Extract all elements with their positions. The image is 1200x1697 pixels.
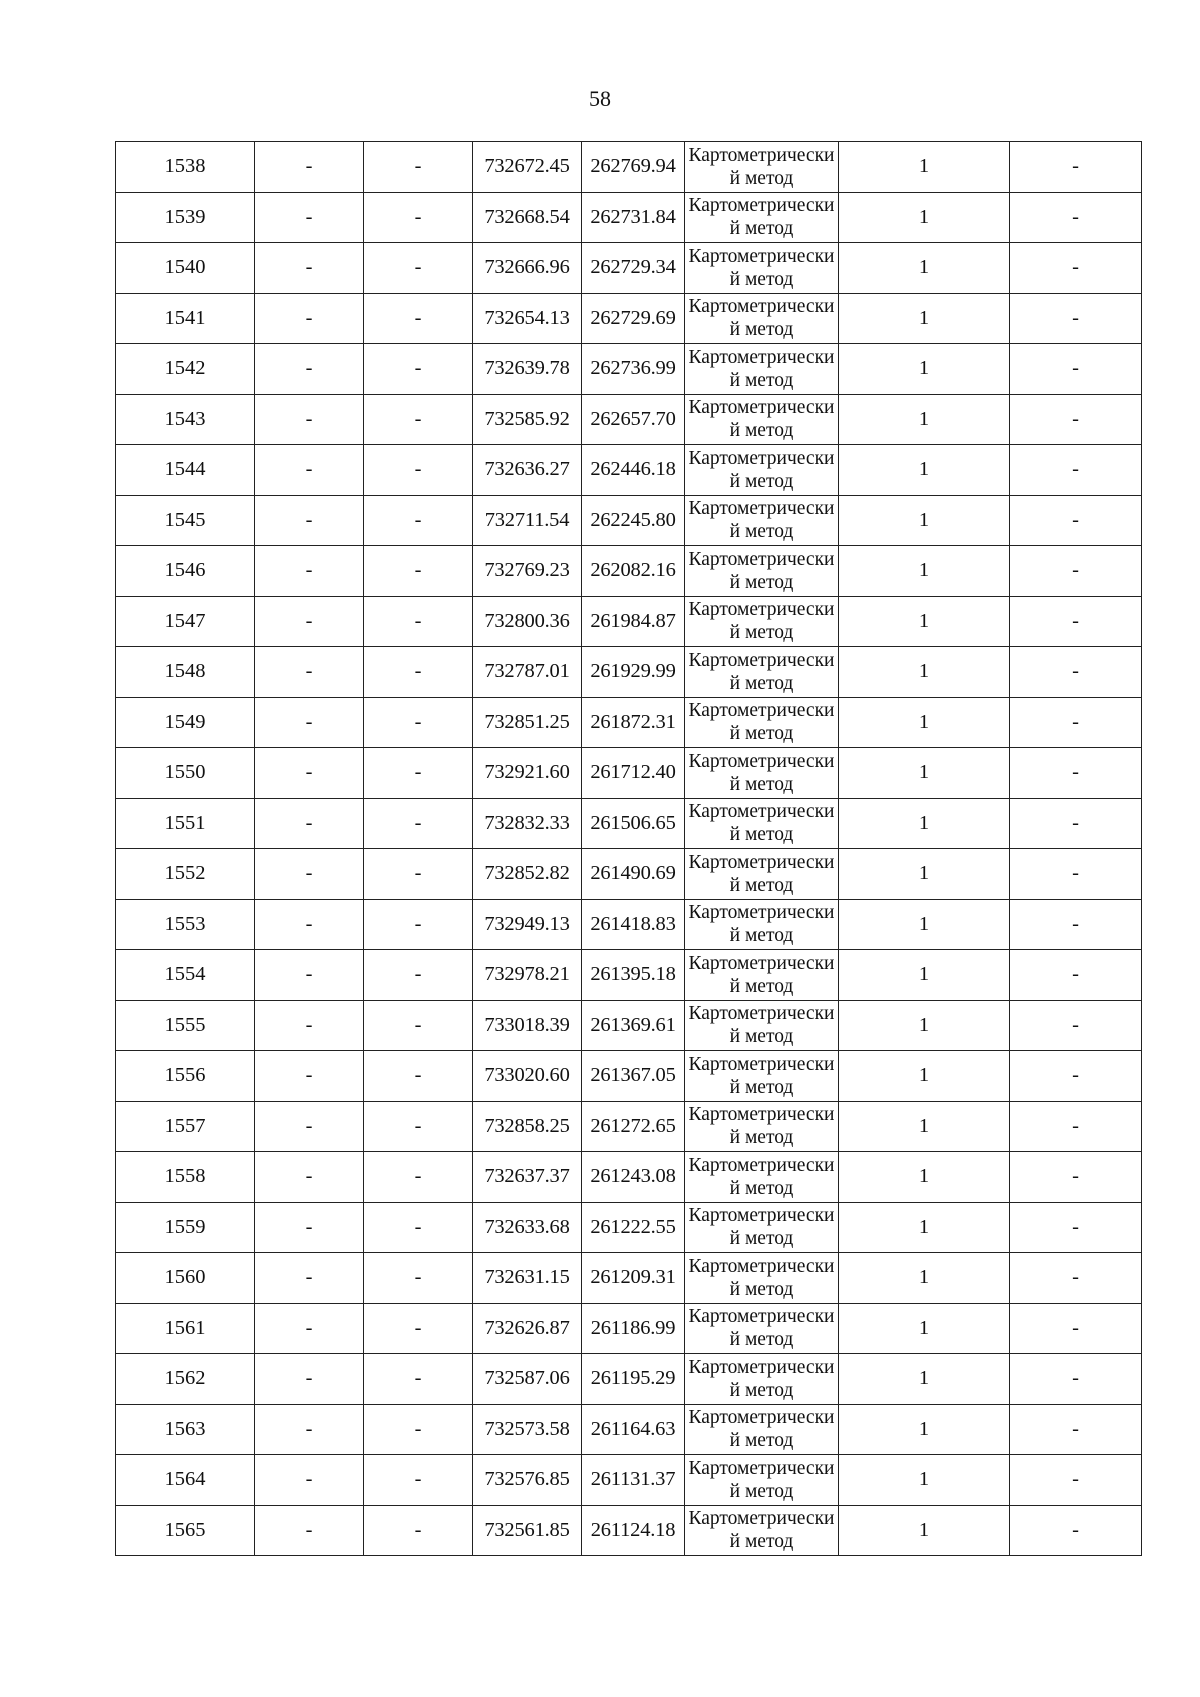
method-cell: Картометрический метод	[685, 293, 839, 344]
method-cell: Картометрический метод	[685, 344, 839, 395]
dash-cell: -	[255, 293, 364, 344]
accuracy-cell: 1	[839, 647, 1010, 698]
note-cell: -	[1010, 647, 1142, 698]
dash-cell: -	[364, 142, 473, 193]
method-cell: Картометрический метод	[685, 445, 839, 496]
note-cell: -	[1010, 546, 1142, 597]
point-number-cell: 1564	[116, 1455, 255, 1506]
method-cell: Картометрический метод	[685, 596, 839, 647]
dash-cell: -	[364, 849, 473, 900]
dash-cell: -	[255, 1202, 364, 1253]
coordinate-x-cell: 732668.54	[473, 192, 582, 243]
point-number-cell: 1545	[116, 495, 255, 546]
dash-cell: -	[364, 1152, 473, 1203]
note-cell: -	[1010, 495, 1142, 546]
method-cell: Картометрический метод	[685, 899, 839, 950]
dash-cell: -	[364, 344, 473, 395]
table-row	[116, 546, 1142, 597]
point-number-cell: 1549	[116, 697, 255, 748]
dash-cell: -	[364, 445, 473, 496]
method-cell: Картометрический метод	[685, 142, 839, 193]
coordinate-y-cell: 261131.37	[582, 1455, 685, 1506]
table-row	[116, 1505, 1142, 1556]
dash-cell: -	[364, 192, 473, 243]
note-cell: -	[1010, 899, 1142, 950]
dash-cell: -	[255, 546, 364, 597]
table-row	[116, 647, 1142, 698]
point-number-cell: 1558	[116, 1152, 255, 1203]
point-number-cell: 1539	[116, 192, 255, 243]
table-row	[116, 192, 1142, 243]
dash-cell: -	[255, 445, 364, 496]
coordinate-y-cell: 261222.55	[582, 1202, 685, 1253]
dash-cell: -	[364, 293, 473, 344]
dash-cell: -	[255, 142, 364, 193]
point-number-cell: 1548	[116, 647, 255, 698]
coordinate-y-cell: 261506.65	[582, 798, 685, 849]
dash-cell: -	[364, 1505, 473, 1556]
table-row	[116, 1404, 1142, 1455]
accuracy-cell: 1	[839, 849, 1010, 900]
note-cell: -	[1010, 1202, 1142, 1253]
point-number-cell: 1553	[116, 899, 255, 950]
table-row	[116, 142, 1142, 193]
table-row	[116, 950, 1142, 1001]
table-row	[116, 344, 1142, 395]
point-number-cell: 1542	[116, 344, 255, 395]
method-cell: Картометрический метод	[685, 1253, 839, 1304]
note-cell: -	[1010, 596, 1142, 647]
point-number-cell: 1561	[116, 1303, 255, 1354]
point-number-cell: 1560	[116, 1253, 255, 1304]
coordinate-x-cell: 732852.82	[473, 849, 582, 900]
accuracy-cell: 1	[839, 1253, 1010, 1304]
coordinate-x-cell: 732921.60	[473, 748, 582, 799]
method-cell: Картометрический метод	[685, 495, 839, 546]
method-cell: Картометрический метод	[685, 1051, 839, 1102]
dash-cell: -	[255, 697, 364, 748]
coordinate-x-cell: 732666.96	[473, 243, 582, 294]
coordinate-y-cell: 261395.18	[582, 950, 685, 1001]
accuracy-cell: 1	[839, 445, 1010, 496]
coordinate-y-cell: 262731.84	[582, 192, 685, 243]
dash-cell: -	[364, 1303, 473, 1354]
dash-cell: -	[255, 344, 364, 395]
coordinate-x-cell: 732576.85	[473, 1455, 582, 1506]
method-cell: Картометрический метод	[685, 394, 839, 445]
note-cell: -	[1010, 697, 1142, 748]
coordinate-y-cell: 261490.69	[582, 849, 685, 900]
method-cell: Картометрический метод	[685, 192, 839, 243]
point-number-cell: 1541	[116, 293, 255, 344]
coordinate-y-cell: 261272.65	[582, 1101, 685, 1152]
coordinate-x-cell: 732672.45	[473, 142, 582, 193]
dash-cell: -	[364, 748, 473, 799]
point-number-cell: 1547	[116, 596, 255, 647]
accuracy-cell: 1	[839, 1000, 1010, 1051]
coordinate-x-cell: 732561.85	[473, 1505, 582, 1556]
accuracy-cell: 1	[839, 344, 1010, 395]
dash-cell: -	[255, 1303, 364, 1354]
point-number-cell: 1563	[116, 1404, 255, 1455]
dash-cell: -	[364, 798, 473, 849]
note-cell: -	[1010, 1455, 1142, 1506]
dash-cell: -	[364, 1455, 473, 1506]
note-cell: -	[1010, 394, 1142, 445]
table-row	[116, 1303, 1142, 1354]
table-row	[116, 1354, 1142, 1405]
dash-cell: -	[364, 647, 473, 698]
accuracy-cell: 1	[839, 1202, 1010, 1253]
table-row	[116, 495, 1142, 546]
table-row	[116, 899, 1142, 950]
coordinate-y-cell: 261369.61	[582, 1000, 685, 1051]
method-cell: Картометрический метод	[685, 697, 839, 748]
coordinate-y-cell: 262245.80	[582, 495, 685, 546]
dash-cell: -	[255, 394, 364, 445]
note-cell: -	[1010, 142, 1142, 193]
point-number-cell: 1538	[116, 142, 255, 193]
dash-cell: -	[255, 1505, 364, 1556]
point-number-cell: 1554	[116, 950, 255, 1001]
method-cell: Картометрический метод	[685, 243, 839, 294]
coordinate-x-cell: 732626.87	[473, 1303, 582, 1354]
coordinate-y-cell: 262446.18	[582, 445, 685, 496]
coordinate-x-cell: 733020.60	[473, 1051, 582, 1102]
accuracy-cell: 1	[839, 1152, 1010, 1203]
coordinate-y-cell: 261209.31	[582, 1253, 685, 1304]
coordinate-y-cell: 262736.99	[582, 344, 685, 395]
coordinate-y-cell: 262769.94	[582, 142, 685, 193]
method-cell: Картометрический метод	[685, 1455, 839, 1506]
note-cell: -	[1010, 344, 1142, 395]
method-cell: Картометрический метод	[685, 849, 839, 900]
accuracy-cell: 1	[839, 192, 1010, 243]
note-cell: -	[1010, 950, 1142, 1001]
method-cell: Картометрический метод	[685, 1000, 839, 1051]
note-cell: -	[1010, 293, 1142, 344]
coordinate-x-cell: 732639.78	[473, 344, 582, 395]
note-cell: -	[1010, 1152, 1142, 1203]
dash-cell: -	[255, 495, 364, 546]
table-row	[116, 596, 1142, 647]
table-row	[116, 748, 1142, 799]
accuracy-cell: 1	[839, 697, 1010, 748]
note-cell: -	[1010, 1505, 1142, 1556]
dash-cell: -	[255, 243, 364, 294]
dash-cell: -	[255, 1404, 364, 1455]
coordinate-y-cell: 261124.18	[582, 1505, 685, 1556]
dash-cell: -	[255, 1101, 364, 1152]
dash-cell: -	[364, 1101, 473, 1152]
coordinate-y-cell: 261929.99	[582, 647, 685, 698]
coordinate-x-cell: 732711.54	[473, 495, 582, 546]
coordinate-x-cell: 732633.68	[473, 1202, 582, 1253]
accuracy-cell: 1	[839, 596, 1010, 647]
point-number-cell: 1540	[116, 243, 255, 294]
accuracy-cell: 1	[839, 1051, 1010, 1102]
table-row	[116, 1455, 1142, 1506]
table-row	[116, 1202, 1142, 1253]
dash-cell: -	[255, 748, 364, 799]
accuracy-cell: 1	[839, 1455, 1010, 1506]
point-number-cell: 1556	[116, 1051, 255, 1102]
point-number-cell: 1559	[116, 1202, 255, 1253]
dash-cell: -	[255, 192, 364, 243]
table-row	[116, 394, 1142, 445]
dash-cell: -	[255, 1354, 364, 1405]
note-cell: -	[1010, 1354, 1142, 1405]
coordinate-y-cell: 262657.70	[582, 394, 685, 445]
method-cell: Картометрический метод	[685, 647, 839, 698]
dash-cell: -	[255, 1253, 364, 1304]
dash-cell: -	[364, 596, 473, 647]
accuracy-cell: 1	[839, 798, 1010, 849]
dash-cell: -	[364, 1000, 473, 1051]
table-row	[116, 798, 1142, 849]
coordinate-y-cell: 261243.08	[582, 1152, 685, 1203]
point-number-cell: 1546	[116, 546, 255, 597]
note-cell: -	[1010, 1000, 1142, 1051]
accuracy-cell: 1	[839, 1101, 1010, 1152]
accuracy-cell: 1	[839, 1505, 1010, 1556]
table-row	[116, 243, 1142, 294]
accuracy-cell: 1	[839, 546, 1010, 597]
accuracy-cell: 1	[839, 950, 1010, 1001]
accuracy-cell: 1	[839, 1354, 1010, 1405]
dash-cell: -	[364, 1253, 473, 1304]
note-cell: -	[1010, 192, 1142, 243]
note-cell: -	[1010, 748, 1142, 799]
dash-cell: -	[364, 1354, 473, 1405]
accuracy-cell: 1	[839, 243, 1010, 294]
table-row	[116, 1051, 1142, 1102]
accuracy-cell: 1	[839, 495, 1010, 546]
coordinate-x-cell: 732787.01	[473, 647, 582, 698]
dash-cell: -	[255, 1152, 364, 1203]
method-cell: Картометрический метод	[685, 1152, 839, 1203]
method-cell: Картометрический метод	[685, 1101, 839, 1152]
page-number: 58	[589, 86, 611, 111]
note-cell: -	[1010, 1051, 1142, 1102]
coordinate-y-cell: 262729.34	[582, 243, 685, 294]
coordinate-y-cell: 262082.16	[582, 546, 685, 597]
accuracy-cell: 1	[839, 899, 1010, 950]
coordinate-y-cell: 261418.83	[582, 899, 685, 950]
method-cell: Картометрический метод	[685, 798, 839, 849]
dash-cell: -	[364, 1202, 473, 1253]
point-number-cell: 1551	[116, 798, 255, 849]
dash-cell: -	[364, 899, 473, 950]
method-cell: Картометрический метод	[685, 1202, 839, 1253]
dash-cell: -	[255, 849, 364, 900]
method-cell: Картометрический метод	[685, 546, 839, 597]
method-cell: Картометрический метод	[685, 1505, 839, 1556]
coordinate-x-cell: 732949.13	[473, 899, 582, 950]
note-cell: -	[1010, 1101, 1142, 1152]
dash-cell: -	[255, 899, 364, 950]
accuracy-cell: 1	[839, 748, 1010, 799]
coordinate-x-cell: 732832.33	[473, 798, 582, 849]
coordinate-x-cell: 732769.23	[473, 546, 582, 597]
dash-cell: -	[364, 1051, 473, 1102]
table-row	[116, 445, 1142, 496]
note-cell: -	[1010, 243, 1142, 294]
dash-cell: -	[255, 950, 364, 1001]
table-row	[116, 849, 1142, 900]
point-number-cell: 1550	[116, 748, 255, 799]
coordinate-y-cell: 261186.99	[582, 1303, 685, 1354]
coordinate-y-cell: 261872.31	[582, 697, 685, 748]
method-cell: Картометрический метод	[685, 1303, 839, 1354]
dash-cell: -	[364, 495, 473, 546]
table-row	[116, 1253, 1142, 1304]
point-number-cell: 1562	[116, 1354, 255, 1405]
accuracy-cell: 1	[839, 1404, 1010, 1455]
coordinates-table	[115, 141, 1142, 1556]
dash-cell: -	[364, 394, 473, 445]
table-row	[116, 293, 1142, 344]
coordinate-x-cell: 732637.37	[473, 1152, 582, 1203]
table-row	[116, 1000, 1142, 1051]
table-row	[116, 697, 1142, 748]
note-cell: -	[1010, 1303, 1142, 1354]
dash-cell: -	[364, 950, 473, 1001]
coordinate-x-cell: 732585.92	[473, 394, 582, 445]
dash-cell: -	[255, 1051, 364, 1102]
coordinate-x-cell: 732573.58	[473, 1404, 582, 1455]
coordinate-y-cell: 261164.63	[582, 1404, 685, 1455]
table-row	[116, 1101, 1142, 1152]
point-number-cell: 1565	[116, 1505, 255, 1556]
dash-cell: -	[364, 546, 473, 597]
coordinate-y-cell: 261984.87	[582, 596, 685, 647]
dash-cell: -	[255, 1000, 364, 1051]
coordinate-y-cell: 262729.69	[582, 293, 685, 344]
coordinate-x-cell: 732636.27	[473, 445, 582, 496]
note-cell: -	[1010, 1404, 1142, 1455]
table-body	[116, 142, 1142, 1556]
coordinate-x-cell: 732800.36	[473, 596, 582, 647]
dash-cell: -	[255, 647, 364, 698]
coordinate-x-cell: 732978.21	[473, 950, 582, 1001]
dash-cell: -	[255, 1455, 364, 1506]
point-number-cell: 1543	[116, 394, 255, 445]
method-cell: Картометрический метод	[685, 1354, 839, 1405]
coordinate-x-cell: 733018.39	[473, 1000, 582, 1051]
note-cell: -	[1010, 1253, 1142, 1304]
coordinate-x-cell: 732631.15	[473, 1253, 582, 1304]
coordinate-y-cell: 261195.29	[582, 1354, 685, 1405]
dash-cell: -	[364, 1404, 473, 1455]
accuracy-cell: 1	[839, 142, 1010, 193]
dash-cell: -	[364, 243, 473, 294]
method-cell: Картометрический метод	[685, 748, 839, 799]
point-number-cell: 1557	[116, 1101, 255, 1152]
method-cell: Картометрический метод	[685, 1404, 839, 1455]
coordinate-y-cell: 261367.05	[582, 1051, 685, 1102]
method-cell: Картометрический метод	[685, 950, 839, 1001]
accuracy-cell: 1	[839, 394, 1010, 445]
coordinate-y-cell: 261712.40	[582, 748, 685, 799]
coordinate-x-cell: 732851.25	[473, 697, 582, 748]
dash-cell: -	[255, 596, 364, 647]
point-number-cell: 1555	[116, 1000, 255, 1051]
accuracy-cell: 1	[839, 293, 1010, 344]
note-cell: -	[1010, 445, 1142, 496]
table-row	[116, 1152, 1142, 1203]
point-number-cell: 1552	[116, 849, 255, 900]
coordinate-x-cell: 732858.25	[473, 1101, 582, 1152]
note-cell: -	[1010, 849, 1142, 900]
accuracy-cell: 1	[839, 1303, 1010, 1354]
note-cell: -	[1010, 798, 1142, 849]
dash-cell: -	[364, 697, 473, 748]
coordinate-x-cell: 732587.06	[473, 1354, 582, 1405]
dash-cell: -	[255, 798, 364, 849]
coordinate-x-cell: 732654.13	[473, 293, 582, 344]
point-number-cell: 1544	[116, 445, 255, 496]
